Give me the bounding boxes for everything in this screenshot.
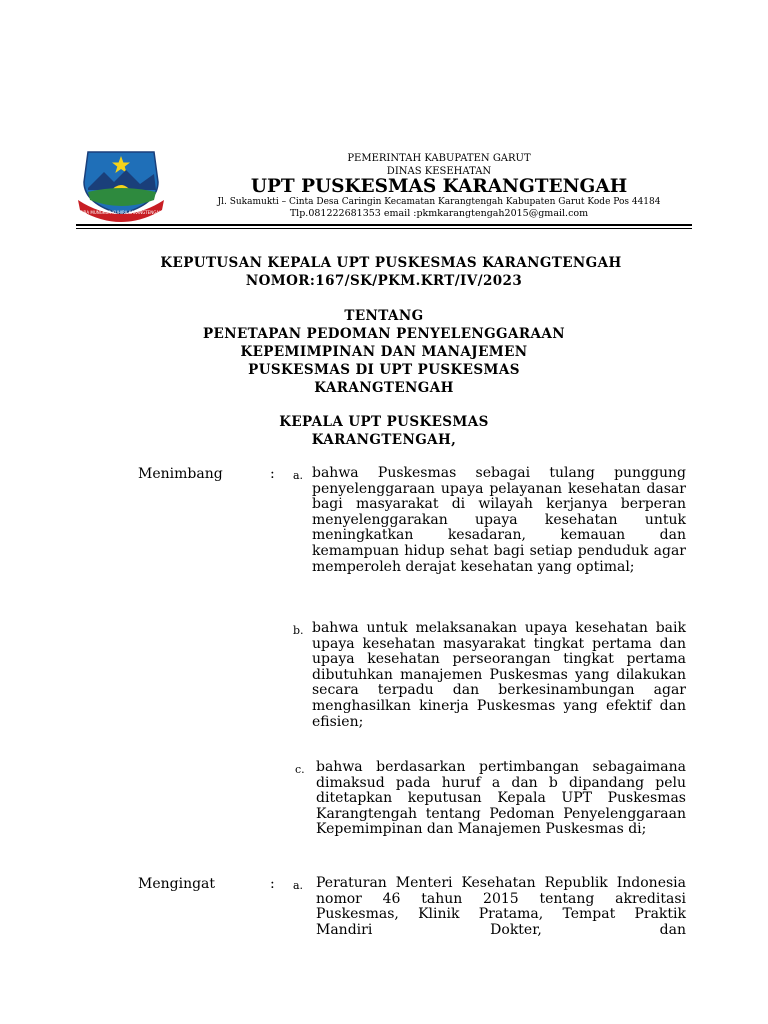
mengingat-colon: : bbox=[270, 876, 275, 892]
menimbang-item-text: bahwa Puskesmas sebagai tulang punggung penyelenggaraan upaya pelayanan kesehatan dasar bagi masyarakat di wilayah kerjanya berperan menyelenggarakan upaya kesehatan untuk meningkatkan kesadaran, kemauan dan kemampuan hidup sehat bagi setiap penduduk agar memperoleh derajat kesehatan yang optimal; bbox=[312, 465, 686, 575]
decree-issuer-line: KEPALA UPT PUSKESMAS bbox=[279, 414, 489, 430]
logo-banner-text: SIBA MUNGKUR KUHIRA KARANGTENGAH bbox=[79, 210, 163, 215]
mengingat-item-text: Peraturan Menteri Kesehatan Republik Indonesia nomor 46 tahun 2015 tentang akreditasi Puskesmas, Klinik Pratama, Tempat Praktik Mandiri Dokter, dan bbox=[316, 875, 686, 938]
menimbang-item-marker: a. bbox=[293, 469, 304, 482]
menimbang-item-text: bahwa untuk melaksanakan upaya kesehatan baik upaya kesehatan masyarakat tingkat pertama dan upaya kesehatan perseorangan tingkat pertama dibutuhkan manajemen Puskesmas yang dilakukan secara terpadu dan berkesinambungan agar menghasilkan kinerja Puskesmas yang efektif dan efisien; bbox=[312, 620, 686, 730]
decree-about: TENTANG bbox=[344, 308, 424, 324]
letterhead-department: DINAS KESEHATAN bbox=[386, 166, 492, 177]
letterhead-address: Jl. Sukamukti – Cinta Desa Caringin Kecamatan Karangtengah Kabupaten Garut Kode Pos 44184 bbox=[217, 197, 661, 207]
letterhead-institution-name: UPT PUSKESMAS KARANGTENGAH bbox=[250, 176, 628, 197]
garut-regency-logo bbox=[74, 148, 168, 224]
decree-number: NOMOR:167/SK/PKM.KRT/IV/2023 bbox=[245, 273, 523, 289]
menimbang-item-marker: c. bbox=[295, 763, 305, 776]
letterhead-contact: Tlp.081222681353 email :pkmkarangtengah2015@gmail.com bbox=[289, 208, 589, 219]
decree-issuer-line: KARANGTENGAH, bbox=[311, 432, 457, 448]
menimbang-item-marker: b. bbox=[293, 624, 304, 637]
menimbang-item-text: bahwa berdasarkan pertimbangan sebagaimana dimaksud pada huruf a dan b dipandang pelu ditetapkan keputusan Kepala UPT Puskesmas Karangtengah tentang Pedoman Penyelenggaraan Kepemimpinan dan Manajemen Puskesmas di; bbox=[316, 759, 686, 838]
letterhead-rule-thin bbox=[76, 228, 692, 229]
menimbang-label: Menimbang bbox=[138, 466, 223, 482]
decree-subject-line: KEPEMIMPINAN DAN MANAJEMEN bbox=[240, 344, 528, 360]
decree-subject-line: KARANGTENGAH bbox=[314, 380, 454, 396]
decree-title: KEPUTUSAN KEPALA UPT PUSKESMAS KARANGTENGAH bbox=[160, 255, 622, 271]
letterhead-government: PEMERINTAH KABUPATEN GARUT bbox=[347, 153, 531, 164]
menimbang-colon: : bbox=[270, 466, 275, 482]
mengingat-label: Mengingat bbox=[138, 876, 216, 892]
decree-subject-line: PUSKESMAS DI UPT PUSKESMAS bbox=[248, 362, 520, 378]
decree-subject-line: PENETAPAN PEDOMAN PENYELENGGARAAN bbox=[203, 326, 565, 342]
mengingat-item-marker: a. bbox=[293, 879, 304, 892]
letterhead-rule-thick bbox=[76, 224, 692, 226]
